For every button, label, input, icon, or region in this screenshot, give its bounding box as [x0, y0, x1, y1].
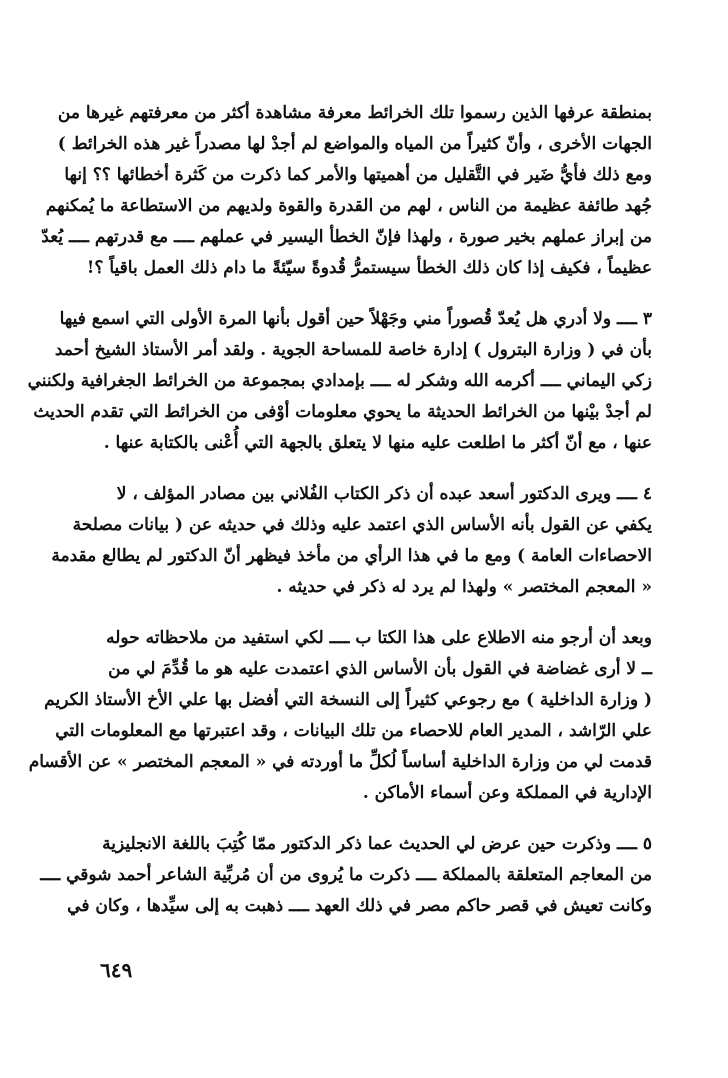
text-line: وكانت تعيش في قصر حاكم مصر في ذلك العهد ــــ ذهبت به إلى سيِّدها ، وكان في: [67, 896, 652, 916]
page-number: ٦٤٩: [100, 958, 133, 982]
text-line: زكي اليماني ــــ أكرمه الله وشكر له ــــ بإمدادي بمجموعة من الخرائط الجغرافية ولكنني: [27, 371, 652, 391]
paragraph-5: [40, 829, 652, 922]
text-line: علي الرّاشد ، المدير العام للاحصاء من تلك البيانات ، وقد اعتبرتها مع المعلومات التي: [55, 721, 652, 741]
paragraph-1: [41, 98, 652, 284]
text-line: الاحصاءات العامة ) ومع ما في هذا الرأي من مأخذ فيظهر أنّ الدكتور لم يطالع مقدمة: [51, 546, 652, 566]
paragraph-3: [51, 479, 652, 603]
text-line: لم أجدْ بيْنها من الخرائط الحديثة ما يحوي معلومات أوْفى من الخرائط التي تقدم الحديث: [33, 402, 652, 422]
text-body: [27, 98, 652, 922]
paragraph-4: [28, 623, 652, 809]
text-line: الإدارية في المملكة وعن أسماء الأماكن .: [362, 783, 652, 803]
text-line: « المعجم المختصر » ولهذا لم يرد له ذكر في حديثه .: [276, 577, 652, 597]
text-line: ( وزارة الداخلية ) مع رجوعي كثيراً إلى النسخة التي أفضل بها علي الأخ الأستاذ الكريم: [44, 690, 652, 710]
text-line: عظيماً ، فكيف إذا كان ذلك الخطأ سيستمرُّ قُدوةً سيّئةً ما دام ذلك العمل باقياً ؟!: [86, 258, 652, 278]
text-line: ٥ ــــ وذكرت حين عرض لي الحديث عما ذكر الدكتور ممّا كُتِبَ باللغة الانجليزية: [102, 834, 652, 854]
text-line: عنها ، مع أنّ أكثر ما اطلعت عليه منها لا يتعلق بالجهة التي أُعْنى بالكتابة عنها .: [103, 433, 652, 453]
text-line: ٣ ــــ ولا أدري هل يُعدّ قُصوراً مني وجَهْلاً حين أقول بأنها المرة الأولى التي اسمع فيها: [59, 309, 652, 329]
text-line: ومع ذلك فأيُّ ضَير في التَّقليل من أهميتها والأمر كما ذكرت من كَثرة أخطائها ؟؟ إنها: [64, 165, 652, 185]
text-line: جُهد طائفة عظيمة من الناس ، لهم من القدرة والقوة ولديهم من الاستطاعة ما يُمكنهم: [45, 196, 652, 216]
text-line: الجهات الأخرى ، وأنّ كثيراً من المياه والمواضع لم أجدْ لها مصدراً غير هذه الخرائط ): [57, 134, 652, 154]
text-line: بمنطقة عرفها الذين رسموا تلك الخرائط معرفة مشاهدة أكثر من معرفتهم غيرها من: [57, 103, 652, 123]
text-line: يكفي عن القول بأنه الأساس الذي اعتمد عليه وذلك في حديثه عن ( بيانات مصلحة: [72, 515, 652, 535]
text-line: بأن في ( وزارة البترول ) إدارة خاصة للمساحة الجوية . ولقد أمر الأستاذ الشيخ أحمد: [54, 340, 652, 360]
text-line: ــ لا أرى غضاضة في القول بأن الأساس الذي اعتمدت عليه هو ما قُدِّمَ لي من: [108, 659, 652, 679]
text-line: من المعاجم المتعلقة بالمملكة ــــ ذكرت ما يُروى من أن مُربِّية الشاعر أحمد شوقي ــــ: [40, 865, 652, 885]
text-line: من إبراز عملهم بخير صورة ، ولهذا فإنّ الخطأ اليسير في عملهم ــــ مع قدرتهم ــــ يُعدّ: [41, 227, 652, 247]
text-line: ٤ ــــ ويرى الدكتور أسعد عبده أن ذكر الكتاب الفُلاني بين مصادر المؤلف ، لا: [116, 484, 652, 504]
text-line: وبعد أن أرجو منه الاطلاع على هذا الكتا ب ــــ لكي استفيد من ملاحظاته حوله: [106, 628, 652, 648]
paragraph-2: [27, 304, 652, 459]
text-line: قدمت لي من وزارة الداخلية أساساً لُكلِّ ما أوردته في « المعجم المختصر » عن الأقسام: [28, 752, 652, 772]
